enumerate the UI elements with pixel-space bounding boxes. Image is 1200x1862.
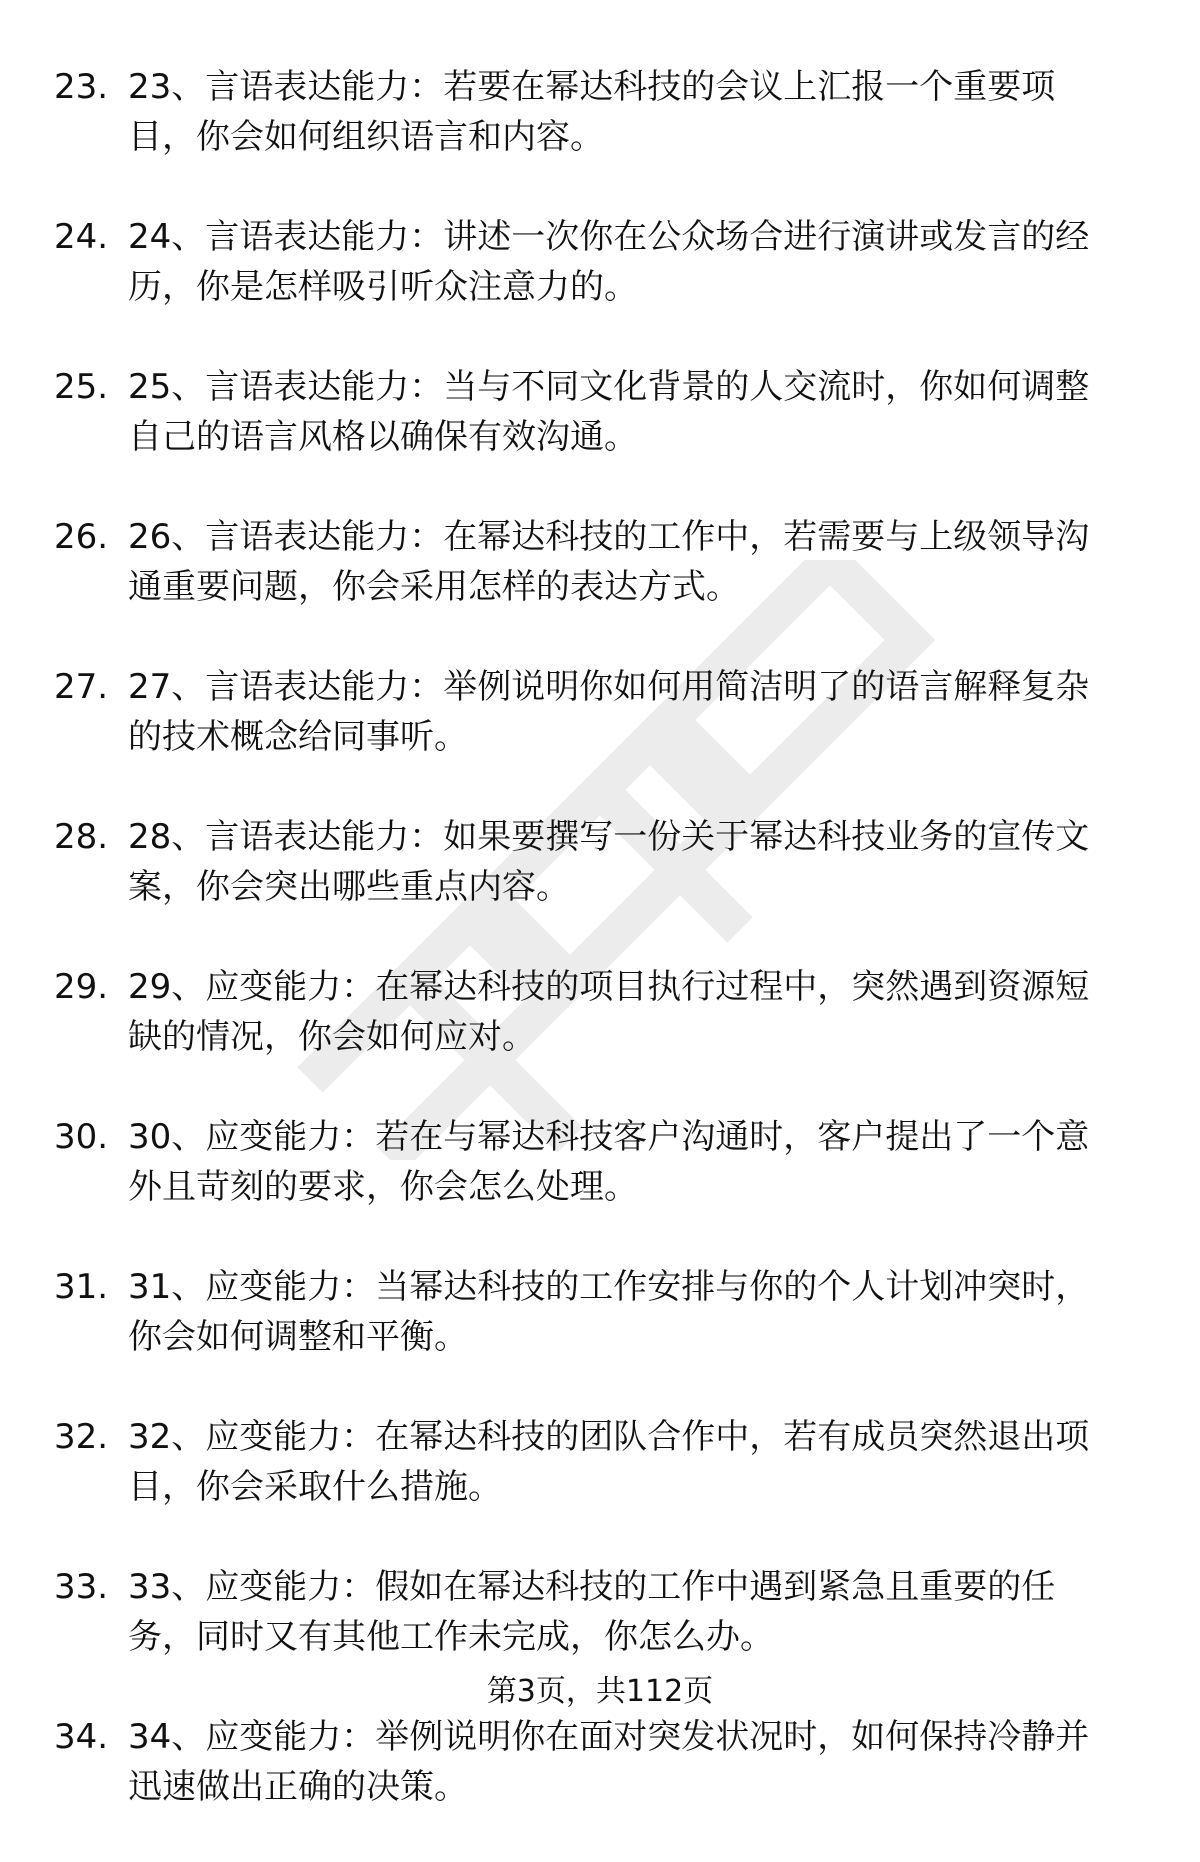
question-line: 29、应变能力：在幂达科技的项目执行过程中，突然遇到资源短: [128, 967, 1090, 1007]
list-item: [0, 1112, 1200, 1262]
list-item: [0, 812, 1200, 962]
question-number: 29.: [54, 967, 109, 1007]
question-line: 33、应变能力：假如在幂达科技的工作中遇到紧急且重要的任: [128, 1567, 1056, 1607]
list-item: [0, 512, 1200, 662]
question-line: 目，你会采取什么措施。: [128, 1467, 502, 1507]
question-text: [128, 812, 1148, 912]
question-line: 34、应变能力：举例说明你在面对突发状况时，如何保持冷静并: [128, 1717, 1090, 1757]
question-number: 28.: [54, 817, 109, 857]
question-text: [128, 1412, 1148, 1512]
question-text: [128, 662, 1148, 762]
question-number: 26.: [54, 517, 109, 557]
question-line: 自己的语言风格以确保有效沟通。: [128, 417, 638, 457]
question-line: 通重要问题，你会采用怎样的表达方式。: [128, 567, 740, 607]
question-number: 34.: [54, 1717, 109, 1757]
list-item: [0, 212, 1200, 362]
question-line: 25、言语表达能力：当与不同文化背景的人交流时，你如何调整: [128, 367, 1090, 407]
question-number: 27.: [54, 667, 109, 707]
list-item: [0, 1712, 1200, 1862]
question-text: [128, 62, 1148, 162]
question-line: 26、言语表达能力：在幂达科技的工作中，若需要与上级领导沟: [128, 517, 1090, 557]
question-line: 31、应变能力：当幂达科技的工作安排与你的个人计划冲突时，: [128, 1267, 1090, 1307]
question-line: 27、言语表达能力：举例说明你如何用简洁明了的语言解释复杂: [128, 667, 1090, 707]
question-number: 23.: [54, 67, 109, 107]
question-number: 31.: [54, 1267, 109, 1307]
question-line: 24、言语表达能力：讲述一次你在公众场合进行演讲或发言的经: [128, 217, 1090, 257]
question-line: 案，你会突出哪些重点内容。: [128, 867, 570, 907]
list-item: [0, 362, 1200, 512]
list-item: [0, 62, 1200, 212]
question-text: [128, 512, 1148, 612]
question-text: [128, 362, 1148, 462]
question-text: [128, 1562, 1148, 1662]
list-item: [0, 662, 1200, 812]
question-line: 你会如何调整和平衡。: [128, 1317, 468, 1357]
question-text: [128, 1712, 1148, 1812]
question-number: 24.: [54, 217, 109, 257]
question-number: 30.: [54, 1117, 109, 1157]
list-item: [0, 962, 1200, 1112]
question-line: 务，同时又有其他工作未完成，你怎么办。: [128, 1617, 774, 1657]
question-line: 目，你会如何组织语言和内容。: [128, 117, 604, 157]
question-line: 23、言语表达能力：若要在幂达科技的会议上汇报一个重要项: [128, 67, 1056, 107]
question-text: [128, 1262, 1148, 1362]
question-number: 25.: [54, 367, 109, 407]
question-line: 的技术概念给同事听。: [128, 717, 468, 757]
question-line: 缺的情况，你会如何应对。: [128, 1017, 536, 1057]
question-text: [128, 962, 1148, 1062]
question-number: 33.: [54, 1567, 109, 1607]
question-list: [0, 62, 1200, 1862]
question-line: 32、应变能力：在幂达科技的团队合作中，若有成员突然退出项: [128, 1417, 1090, 1457]
question-line: 28、言语表达能力：如果要撰写一份关于幂达科技业务的宣传文: [128, 817, 1090, 857]
list-item: [0, 1262, 1200, 1412]
question-text: [128, 1112, 1148, 1212]
question-line: 外且苛刻的要求，你会怎么处理。: [128, 1167, 638, 1207]
question-line: 历，你是怎样吸引听众注意力的。: [128, 267, 638, 307]
question-number: 32.: [54, 1417, 109, 1457]
question-line: 迅速做出正确的决策。: [128, 1767, 468, 1807]
list-item: [0, 1412, 1200, 1562]
page-footer: 第3页，共112页: [486, 1674, 714, 1709]
question-line: 30、应变能力：若在与幂达科技客户沟通时，客户提出了一个意: [128, 1117, 1090, 1157]
question-text: [128, 212, 1148, 312]
